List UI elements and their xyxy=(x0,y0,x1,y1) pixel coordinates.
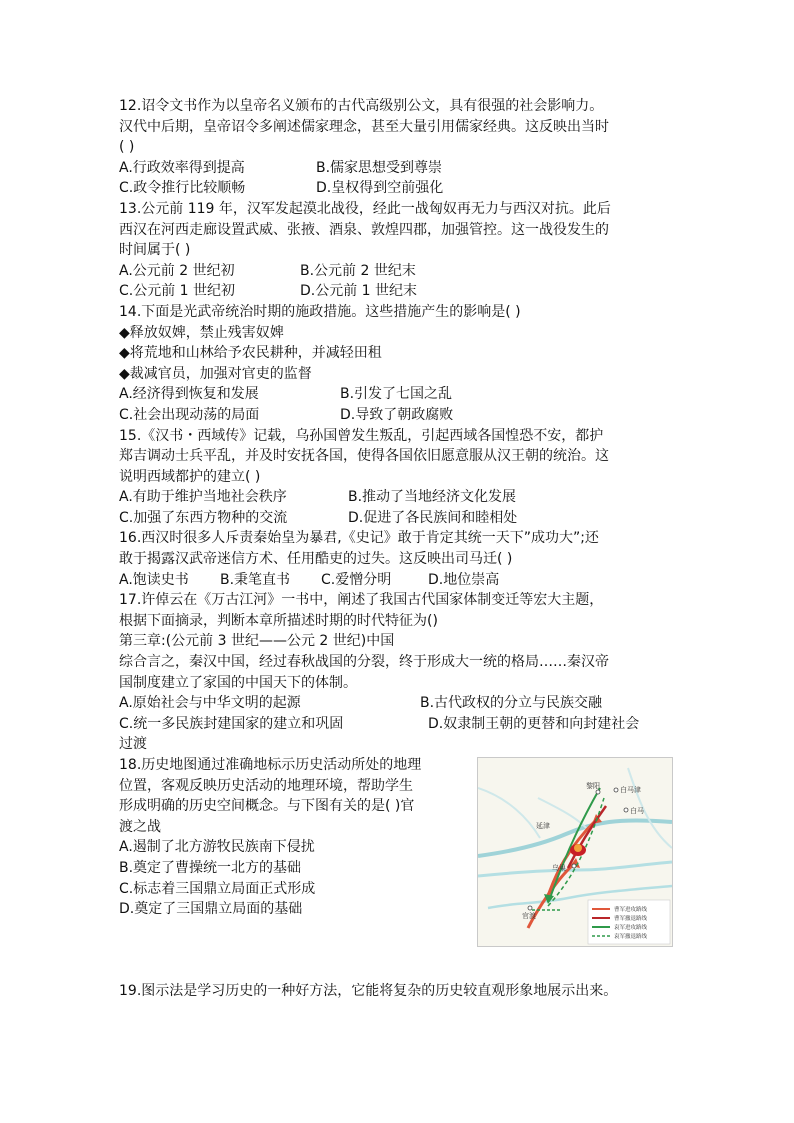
option-d[interactable]: D.奠定了三国鼎立局面的基础 xyxy=(119,901,303,918)
question-stem: 说明西域都护的建立( ) xyxy=(119,468,261,485)
options-row xyxy=(119,384,679,405)
excerpt-text: 国制度建立了家国的中国天下的体制。 xyxy=(119,674,357,691)
measure-item: ◆裁减官员，加强对官吏的监督 xyxy=(119,365,312,382)
option-d[interactable]: D.公元前 1 世纪末 xyxy=(300,283,418,300)
options-row xyxy=(119,508,679,529)
question-stem: 敢于揭露汉武帝迷信方术、任用酷吏的过失。这反映出司马迁( ) xyxy=(119,551,513,568)
question-16 xyxy=(119,528,679,590)
question-19 xyxy=(119,981,679,1002)
question-stem: 13.公元前 119 年，汉军发起漠北战役，经此一战匈奴再无力与西汉对抗。此后 xyxy=(119,200,611,217)
question-stem: 15.《汉书・西域传》记载，乌孙国曾发生叛乱，引起西域各国惶恐不安，都护 xyxy=(119,427,604,444)
option-c[interactable]: C.加强了东西方物种的交流 xyxy=(119,509,288,526)
option-a[interactable]: A.行政效率得到提高 xyxy=(119,159,245,176)
question-stem: 根据下面摘录，判断本章所描述时期的时代特征为() xyxy=(119,612,438,629)
option-c[interactable]: C.公元前 1 世纪初 xyxy=(119,283,236,300)
city-marker xyxy=(624,808,628,812)
option-c[interactable]: C.政令推行比较顺畅 xyxy=(119,180,246,197)
excerpt-heading: 第三章:(公元前 3 世纪——公元 2 世纪)中国 xyxy=(119,633,395,650)
option-d[interactable]: D.促进了各民族间和睦相处 xyxy=(348,509,518,526)
option-b[interactable]: B.推动了当地经济文化发展 xyxy=(348,489,517,506)
question-12 xyxy=(119,96,679,199)
exam-page xyxy=(119,96,679,1002)
option-b[interactable]: B.奠定了曹操统一北方的基础 xyxy=(119,859,302,876)
question-stem: 形成明确的历史空间概念。与下图有关的是( )官 xyxy=(119,798,415,815)
question-stem: 19.图示法是学习历史的一种好方法，它能将复杂的历史较直观形象地展示出来。 xyxy=(119,983,618,999)
map-legend xyxy=(588,900,670,944)
option-a[interactable]: A.遏制了北方游牧民族南下侵扰 xyxy=(119,839,315,856)
option-b[interactable]: B.秉笔直书 xyxy=(220,571,291,588)
question-stem: 时间属于( ) xyxy=(119,242,191,259)
question-stem: 16.西汉时很多人斥责秦始皇为暴君,《史记》敢于肯定其统一天下”成功大”;还 xyxy=(119,530,599,547)
city-marker xyxy=(528,906,532,910)
options-row xyxy=(119,405,679,426)
question-stem: 12.诏令文书作为以皇帝名义颁布的古代高级别公文，具有很强的社会影响力。 xyxy=(119,98,604,114)
measure-item: ◆释放奴婢，禁止残害奴婢 xyxy=(119,324,284,341)
question-13 xyxy=(119,199,679,302)
fire-icon xyxy=(570,844,586,856)
options-row xyxy=(119,158,679,179)
legend-label: 曹军撤退路线 xyxy=(614,916,648,922)
question-15 xyxy=(119,426,679,529)
place-baimajin: 白马津 xyxy=(620,786,641,794)
question-18-text xyxy=(119,755,469,920)
legend-label: 曹军进攻路线 xyxy=(614,907,648,913)
option-b[interactable]: B.公元前 2 世纪末 xyxy=(300,262,416,279)
place-guandu: 官渡 xyxy=(522,912,536,920)
question-14 xyxy=(119,302,679,426)
question-stem: 14.下面是光武帝统治时期的施政措施。这些措施产生的影响是( ) xyxy=(119,303,521,320)
legend-label: 袁军撤退路线 xyxy=(614,934,648,940)
place-baima: 白马 xyxy=(630,807,644,815)
option-d[interactable]: D.奴隶制王朝的更替和向封建社会 xyxy=(428,715,640,732)
question-stem: 西汉在河西走廊设置武威、张掖、酒泉、敦煌四郡，加强管控。这一战役发生的 xyxy=(119,221,609,238)
option-d[interactable]: D.地位崇高 xyxy=(428,571,500,588)
options-row xyxy=(119,487,679,508)
spacer xyxy=(119,951,679,981)
option-a[interactable]: A.有助于维护当地社会秩序 xyxy=(119,489,287,506)
city-marker xyxy=(614,788,618,792)
measure-item: ◆将荒地和山林给予农民耕种，并减轻田租 xyxy=(119,345,382,362)
option-d[interactable]: D.导致了朝政腐败 xyxy=(340,406,454,423)
option-c[interactable]: C.社会出现动荡的局面 xyxy=(119,406,260,423)
options-row xyxy=(119,178,679,199)
question-stem: 位置，客观反映历史活动的地理环境，帮助学生 xyxy=(119,777,413,794)
place-yanjin: 延津 xyxy=(536,822,550,830)
option-d-continued: 过渡 xyxy=(119,736,147,753)
guandu-battle-map xyxy=(477,757,673,947)
place-liyang: 黎阳 xyxy=(586,782,600,790)
option-c[interactable]: C.爱憎分明 xyxy=(321,571,392,588)
map-svg xyxy=(478,758,672,946)
option-a[interactable]: A.原始社会与中华文明的起源 xyxy=(119,695,301,712)
question-stem: 17.许倬云在《万古江河》一书中，阐述了我国古代国家体制变迁等宏大主题， xyxy=(119,592,604,609)
city-marker xyxy=(572,864,576,868)
option-d[interactable]: D.皇权得到空前强化 xyxy=(316,180,444,197)
options-row xyxy=(119,281,679,302)
legend-label: 袁军进攻路线 xyxy=(614,925,648,931)
question-stem: 汉代中后期，皇帝诏令多阐述儒家理念，甚至大量引用儒家经典。这反映出当时 xyxy=(119,118,609,135)
option-b[interactable]: B.古代政权的分立与民族交融 xyxy=(420,695,603,712)
options-row xyxy=(119,693,679,714)
question-stem: 18.历史地图通过准确地标示历史活动所处的地理 xyxy=(119,757,422,773)
question-17 xyxy=(119,590,679,755)
city-marker xyxy=(596,790,600,794)
place-wuchao: 乌巢 xyxy=(552,864,566,872)
option-b[interactable]: B.儒家思想受到尊崇 xyxy=(316,159,443,176)
options-row xyxy=(119,570,679,591)
question-stem: 郑吉调动士兵平乱，并及时安抚各国，使得各国依旧愿意服从汉王朝的统治。这 xyxy=(119,448,609,465)
question-stem: 渡之战 xyxy=(119,818,161,835)
option-c[interactable]: C.统一多民族封建国家的建立和巩固 xyxy=(119,715,344,732)
option-a[interactable]: A.公元前 2 世纪初 xyxy=(119,262,235,279)
question-18 xyxy=(119,755,679,951)
excerpt-text: 综合言之，秦汉中国，经过春秋战国的分裂，终于形成大一统的格局……秦汉帝 xyxy=(119,654,609,671)
option-b[interactable]: B.引发了七国之乱 xyxy=(340,386,453,403)
options-row xyxy=(119,261,679,282)
answer-blank: ( ) xyxy=(119,139,135,156)
options-row xyxy=(119,714,679,735)
option-a[interactable]: A.经济得到恢复和发展 xyxy=(119,386,259,403)
option-c[interactable]: C.标志着三国鼎立局面正式形成 xyxy=(119,880,316,897)
option-a[interactable]: A.饱读史书 xyxy=(119,571,189,588)
